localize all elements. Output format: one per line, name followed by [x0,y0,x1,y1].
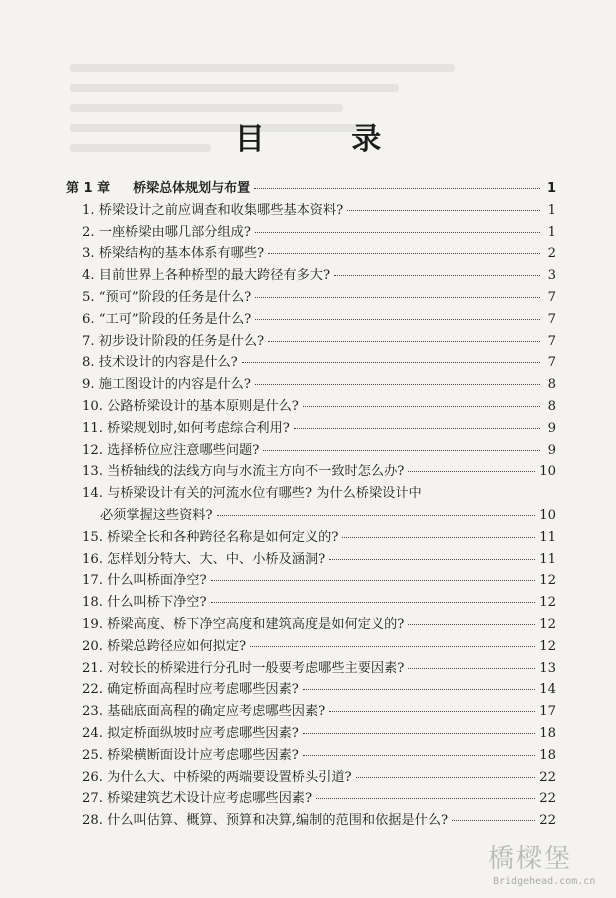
dot-leader [408,668,535,669]
toc-entry-text: 3. 桥梁结构的基本体系有哪些? [82,246,265,262]
dot-leader [211,580,536,581]
toc-entry-page-number: 2 [547,246,556,262]
dot-leader [211,602,536,603]
toc-entry-text: 27. 桥梁建筑艺术设计应考虑哪些因素? [82,791,313,807]
toc-entry-page-number: 12 [539,573,556,589]
toc-entry-page-number: 8 [547,377,556,393]
toc-entry-text: 13. 当桥轴线的法线方向与水流主方向不一致时怎么办? [82,464,405,480]
toc-entry-text: 12. 选择桥位应注意哪些问题? [82,442,260,458]
dot-leader [242,362,540,363]
toc-entry-text: 25. 桥梁横断面设计应考虑哪些因素? [82,747,299,763]
dot-leader [254,188,540,189]
toc-entry[interactable] [66,701,556,723]
toc-entry[interactable] [66,352,556,374]
toc-entry[interactable] [66,527,556,549]
toc-entry-page-number: 11 [539,551,556,567]
toc-entry-page-number: 7 [547,311,556,327]
toc-entry[interactable] [66,570,556,592]
toc-entry-text: 2. 一座桥梁由哪几部分组成? [82,224,251,240]
toc-entry-page-number: 7 [547,333,556,349]
toc-entry[interactable] [66,636,556,658]
toc-entry-page-number: 14 [539,682,556,698]
chapter-page-number: 1 [546,181,556,196]
watermark-url: Bridgehead.com.cn [493,876,596,887]
toc-entry-text: 17. 什么叫桥面净空? [82,573,207,589]
toc-entry[interactable] [66,287,556,309]
toc-entry-text: 必须掌握这些资料? [100,507,213,523]
toc-entry-text: 9. 施工图设计的内容是什么? [82,377,251,393]
toc-entry[interactable] [66,767,556,789]
dot-leader [347,210,540,211]
toc-entry[interactable] [66,418,556,440]
toc-entry[interactable] [66,222,556,244]
toc-entry-text: 8. 技术设计的内容是什么? [82,355,238,371]
toc-entry-text: 10. 公路桥梁设计的基本原则是什么? [82,398,299,414]
dot-leader [250,646,535,647]
toc-entry-page-number: 9 [547,442,556,458]
toc-entry[interactable] [66,505,556,527]
toc-entry-page-number: 12 [539,638,556,654]
toc-entry[interactable] [66,309,556,331]
dot-leader [334,275,540,276]
dot-leader [303,689,535,690]
dot-leader [329,711,535,712]
toc-entry-page-number: 1 [547,224,556,240]
toc-entry-page-number: 10 [539,507,556,523]
toc-entry[interactable] [66,331,556,353]
dot-leader [408,624,535,625]
toc-entry-page-number: 10 [539,464,556,480]
dot-leader [303,733,535,734]
toc-entry-page-number: 11 [539,529,556,545]
toc-entry-page-number: 8 [547,398,556,414]
toc-entry-page-number: 9 [547,420,556,436]
toc-entry[interactable] [66,461,556,483]
toc-entry[interactable] [66,440,556,462]
toc-entry-page-number: 17 [539,704,556,720]
chapter-label: 第 1 章 [66,181,111,196]
dot-leader [356,777,536,778]
toc-entry-text: 18. 什么叫桥下净空? [82,595,207,611]
toc-entry[interactable] [66,200,556,222]
dot-leader [342,537,535,538]
dot-leader [255,319,540,320]
toc-entry-text: 19. 桥梁高度、桥下净空高度和建筑高度是如何定义的? [82,616,405,632]
toc-entry[interactable] [66,592,556,614]
toc-entry-page-number: 12 [539,616,556,632]
toc-entry[interactable] [66,374,556,396]
toc-entry-page-number: 7 [547,289,556,305]
toc-entry-page-number: 18 [539,725,556,741]
toc-entry-text: 5. “预可”阶段的任务是什么? [82,289,252,305]
toc-entry-page-number: 1 [547,202,556,218]
toc-entry-page-number: 7 [547,355,556,371]
toc-entry[interactable] [66,658,556,680]
toc-entry-text: 7. 初步设计阶段的任务是什么? [82,333,265,349]
dot-leader [268,253,540,254]
chapter-title: 桥梁总体规划与布置 [133,181,251,196]
toc-entry[interactable] [66,723,556,745]
dot-leader [452,820,535,821]
dot-leader [255,297,540,298]
dot-leader [294,428,540,429]
table-of-contents [66,178,556,832]
dot-leader [263,450,540,451]
page-title: 目 录 [234,122,420,157]
dot-leader [316,798,535,799]
toc-entry-text: 22. 确定桥面高程时应考虑哪些因素? [82,682,299,698]
toc-entry-text: 16. 怎样划分特大、大、中、小桥及涵洞? [82,551,326,567]
toc-entry-page-number: 22 [539,791,556,807]
toc-entry-text: 6. “工可”阶段的任务是什么? [82,311,252,327]
chapter-heading[interactable] [66,178,556,200]
toc-entry-text: 14. 与桥梁设计有关的河流水位有哪些? 为什么桥梁设计中 [82,486,422,502]
toc-entry-text: 1. 桥梁设计之前应调查和收集哪些基本资料? [82,202,344,218]
toc-entry-text: 28. 什么叫估算、概算、预算和决算,编制的范围和依据是什么? [82,813,449,829]
dot-leader [303,755,535,756]
dot-leader [408,471,535,472]
toc-entry-text: 4. 目前世界上各种桥型的最大跨径有多大? [82,268,331,284]
toc-entry-page-number: 3 [547,268,556,284]
toc-entry[interactable] [66,243,556,265]
toc-entry-text: 20. 桥梁总跨径应如何拟定? [82,638,247,654]
toc-entry[interactable] [66,614,556,636]
toc-entry-page-number: 18 [539,747,556,763]
dot-leader [217,515,536,516]
dot-leader [255,232,540,233]
dot-leader [329,559,535,560]
toc-entry-page-number: 22 [539,769,556,785]
toc-entry[interactable] [66,810,556,832]
toc-entry-text: 23. 基础底面高程的确定应考虑哪些因素? [82,704,326,720]
toc-entry-text: 15. 桥梁全长和各种跨径名称是如何定义的? [82,529,339,545]
toc-entry[interactable] [66,483,556,505]
toc-entry[interactable] [66,788,556,810]
toc-entry-text: 11. 桥梁规划时,如何考虑综合利用? [82,420,290,436]
dot-leader [255,384,540,385]
watermark-logo: 橋樑堡 [488,844,573,874]
toc-entry[interactable] [66,745,556,767]
toc-entry-page-number: 22 [539,813,556,829]
dot-leader [303,406,540,407]
toc-entry[interactable] [66,265,556,287]
toc-entry-text: 26. 为什么大、中桥梁的两端要设置桥头引道? [82,769,352,785]
toc-entry-page-number: 13 [539,660,556,676]
toc-entry[interactable] [66,549,556,571]
toc-entry-text: 24. 拟定桥面纵坡时应考虑哪些因素? [82,725,299,741]
toc-entry[interactable] [66,396,556,418]
toc-entry[interactable] [66,679,556,701]
toc-entry-page-number: 12 [539,595,556,611]
dot-leader [268,341,540,342]
toc-entry-text: 21. 对较长的桥梁进行分孔时一般要考虑哪些主要因素? [82,660,405,676]
